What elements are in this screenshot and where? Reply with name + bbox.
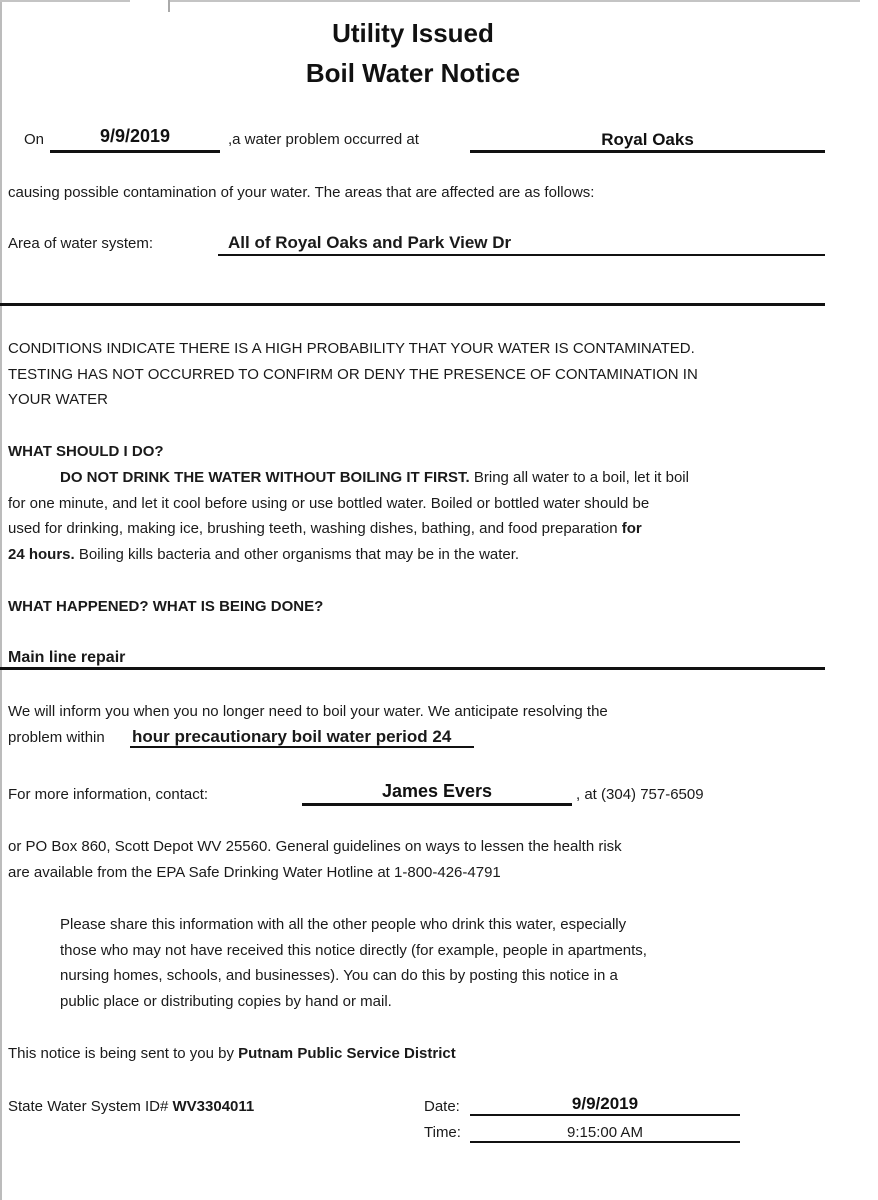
sender-line <box>8 1045 456 1062</box>
boil-period: 24 hour precautionary boil water period <box>132 727 452 746</box>
top-border-left <box>0 0 130 2</box>
what-to-do-line3-bold: for <box>621 520 642 537</box>
what-to-do-heading: WHAT SHOULD I DO? <box>8 443 164 460</box>
area-second-underline <box>0 303 825 306</box>
share-line4: public place or distributing copies by hand or mail. <box>60 993 392 1010</box>
address-line2: are available from the EPA Safe Drinking Water Hotline at 1-800-426-4791 <box>8 864 501 881</box>
top-border-tick <box>168 0 170 12</box>
conditions-line1: CONDITIONS INDICATE THERE IS A HIGH PROBABILITY THAT YOUR WATER IS CONTAMINATED. <box>8 340 695 357</box>
what-to-do-line3-start: used for drinking, making ice, brushing teeth, washing dishes, bathing, and food preparation <box>8 520 622 537</box>
footer-time-label: Time: <box>424 1124 461 1141</box>
inform-line1: We will inform you when you no longer need to boil your water. We anticipate resolving the <box>8 703 608 720</box>
footer-date-underline <box>470 1114 740 1116</box>
what-happened-heading: WHAT HAPPENED? WHAT IS BEING DONE? <box>8 598 324 615</box>
footer-time-underline <box>470 1141 740 1143</box>
causing-text: causing possible contamination of your water. The areas that are affected are as follows: <box>8 184 595 201</box>
conditions-line2: TESTING HAS NOT OCCURRED TO CONFIRM OR DENY THE PRESENCE OF CONTAMINATION IN <box>8 366 698 383</box>
what-to-do-line2: for one minute, and let it cool before using or use bottled water. Boiled or bottled water should be <box>8 495 650 512</box>
footer-date-label: Date: <box>424 1098 460 1115</box>
top-border-right <box>170 0 860 2</box>
system-id-line <box>8 1098 254 1115</box>
what-to-do-line1-rest: Bring all water to a boil, let it boil <box>469 469 689 486</box>
share-line1: Please share this information with all the other people who drink this water, especially <box>60 916 627 933</box>
footer-time-value: 9:15:00 AM <box>567 1124 643 1141</box>
boil-period-underline <box>130 746 474 748</box>
notice-title-line2: Boil Water Notice <box>305 58 521 88</box>
share-line2: those who may not have received this notice directly (for example, people in apartments, <box>60 942 647 959</box>
area-underline <box>218 254 825 256</box>
sender-text: This notice is being sent to you by <box>8 1045 239 1062</box>
what-to-do-line1 <box>60 469 689 486</box>
what-to-do-line4 <box>8 546 519 563</box>
contact-name-underline <box>302 803 572 806</box>
incident-date-underline <box>50 150 220 153</box>
system-id-value: WV3304011 <box>172 1098 255 1115</box>
what-to-do-line4-rest: Boiling kills bacteria and other organisms that may be in the water. <box>74 546 520 563</box>
contact-phone: , at (304) 757-6509 <box>576 786 704 803</box>
notice-title-line1: Utility Issued <box>332 18 494 48</box>
footer-date-value: 9/9/2019 <box>571 1094 639 1113</box>
what-to-do-bold-lead: DO NOT DRINK THE WATER WITHOUT BOILING IT FIRST. <box>60 469 470 486</box>
area-value: All of Royal Oaks and Park View Dr <box>228 233 512 252</box>
inform-line2-label: problem within <box>8 729 105 746</box>
incident-location-underline <box>470 150 825 153</box>
contact-name: James Evers <box>381 781 493 801</box>
address-line1: or PO Box 860, Scott Depot WV 25560. General guidelines on ways to lessen the health risk <box>8 838 622 855</box>
incident-location: Royal Oaks <box>601 130 694 149</box>
what-happened-value: Main line repair <box>8 649 126 666</box>
incident-date: 9/9/2019 <box>99 126 171 146</box>
area-label: Area of water system: <box>8 235 154 252</box>
share-line3: nursing homes, schools, and businesses). You can do this by posting this notice in a <box>60 967 618 984</box>
what-to-do-line3 <box>8 520 642 537</box>
conditions-line3: YOUR WATER <box>8 391 108 408</box>
what-to-do-line4-bold: 24 hours. <box>8 546 75 563</box>
sender-name: Putnam Public Service District <box>238 1045 456 1062</box>
what-happened-underline <box>0 667 825 670</box>
page-left-edge <box>0 0 2 1200</box>
system-id-label: State Water System ID# <box>8 1098 173 1115</box>
on-label: On <box>24 131 45 148</box>
occurred-text: ,a water problem occurred at <box>228 131 419 148</box>
contact-label: For more information, contact: <box>8 786 209 803</box>
